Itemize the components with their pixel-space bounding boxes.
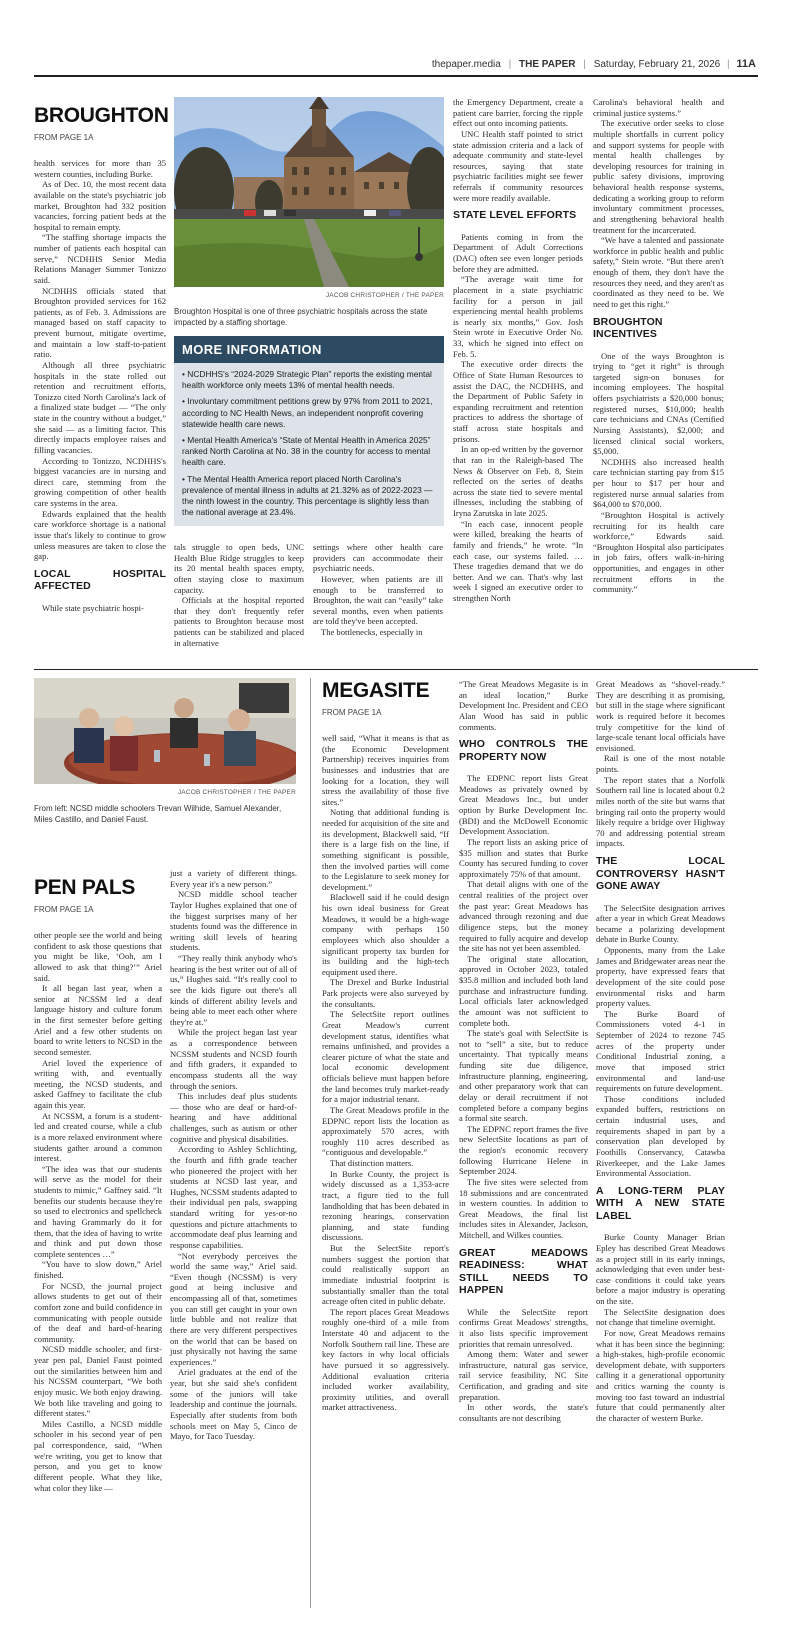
broughton-photo-credit: JACOB CHRISTOPHER / THE PAPER <box>325 292 444 299</box>
paragraph: While the SelectSite report confirms Great Meadows' strengths, it also lists specific improvement priorities that remain unresolved. <box>459 1306 588 1349</box>
paragraph: In other words, the state's consultants are not describing <box>459 1402 588 1423</box>
paragraph: The SelectSite designation arrives after a year in which Great Meadows became a polarizing development debate in Burke County. <box>596 902 725 945</box>
paragraph: The Great Meadows profile in the EDPNC report lists the location as approximately 570 acres, with roughly 110 acres described as “contiguous and developable.” <box>322 1104 449 1158</box>
paragraph: tals struggle to open beds, UNC Health Blue Ridge struggles to keep its 20 mental health spaces empty, often staying close to maximum capacity. <box>174 542 304 595</box>
info-item: • Involuntary commitment petitions grew by 97% from 2011 to 2021, according to NC Health News, an independent nonprofit covering statewide health care news. <box>182 396 436 430</box>
paragraph: “The staffing shortage impacts the number of patients each hospital can serve,” NCDHHS Senior Media Relations Manager Summer Tonizzo said. <box>34 232 166 285</box>
paragraph: Patients coming in from the Department of Adult Corrections (DAC) often see even longer periods before they are admitted. <box>453 231 583 274</box>
students-image <box>34 678 296 784</box>
paragraph: NCSD middle school teacher Taylor Hughes explained that one of the biggest surprises many of her students found was the difference in writing skill levels of hearing students. <box>170 889 297 953</box>
paragraph: Ariel loved the experience of writing with, and eventually meeting, the NCSD students, and asked Gaffney to facilitate the club again this year. <box>34 1057 162 1110</box>
megasite-column-3 <box>596 679 725 1424</box>
paragraph: the Emergency Department, create a patient care barrier, forcing the ripple effect out onto incoming patients. <box>453 97 583 129</box>
paragraph: Opponents, many from the Lake James and Bridgewater areas near the property, have expressed fears that development of the site could pose environmental risks and harm property values. <box>596 945 725 1009</box>
megasite-column-2 <box>459 679 588 1424</box>
paragraph: NCDHHS also increased health care technician starting pay from $15 per hour to $17 per hour and registered nurse annual salaries from $64,000 to $70,000. <box>593 456 724 510</box>
paper-name: THE PAPER <box>519 59 576 70</box>
more-information-list <box>174 363 444 527</box>
paragraph: settings where other health care providers can accommodate their psychiatric needs. <box>313 542 443 574</box>
paragraph: Blackwell said if he could design his own ideal business for Great Meadows, it would be a high-wage company with perhaps 150 employees which also shoulder a significant property tax burden for its building and the high-tech equipment used there. <box>322 892 449 977</box>
subhead-long-term-play: A LONG-TERM PLAY WITH A NEW STATE LABEL <box>596 1184 725 1222</box>
paragraph: The Drexel and Burke Industrial Park projects were also surveyed by the consultants. <box>322 977 449 1009</box>
paragraph: The SelectSite report outlines Great Meadow's current development status, identifies what remains unfinished, and provides a clearer picture of what the state and local economic development officials believe must happen before the land becomes truly market-ready for a major industrial tenant. <box>322 1009 449 1105</box>
paragraph: Officials at the hospital reported that they don't frequently refer patients to Broughton because most patients can be stabilized and placed in alternative <box>174 595 304 648</box>
paragraph: Burke County Manager Brian Epley has described Great Meadows as a project still in its early innings, acknowledging that even under best-case conditions it could take years before a major industry is operating on the site. <box>596 1232 725 1306</box>
pen-pals-jump-line: FROM PAGE 1A <box>34 905 94 914</box>
paragraph: The five sites were selected from 18 submissions and are concentrated in western counties. In addition to Great Meadows, the final list includes sites in Alexander, Jackson, Mitchell, and Wilkes counties. <box>459 1176 588 1240</box>
paragraph: However, when patients are ill enough to be transferred to Broughton, the wait can “easily” take several months, even when patients are told they've been accepted. <box>313 573 443 627</box>
paragraph: NCDHHS officials stated that Broughton provided services for 162 patients, as of Feb. 3. Admissions are managed based on staff capacity to prevent burnout, mitigate overtime, and maintain a low staff-to-patient ratio. <box>34 285 166 360</box>
broughton-column-3 <box>313 542 443 638</box>
paragraph: “Not everybody perceives the world the same way,” Ariel said. “Even though (NCSSM) is very good at being inclusive and encompassing all of that, sometimes you can still get caught in your own little bubble and not realize that there are very different perspectives on the world that can be based on just physically not having the same experiences.” <box>170 1250 297 1367</box>
paragraph: “We have a talented and passionate workforce in public health and public safety,” Stein wrote. “But there aren't enough of them, they don't have the resources they need, and they aren't as coordinated as they need to be. We need to get this right.” <box>593 235 724 309</box>
paragraph: “You have to slow down,” Ariel finished. <box>34 1259 162 1280</box>
broughton-column-4 <box>453 97 583 604</box>
paragraph: Great Meadows as “shovel-ready.” They are describing it as promising, but still in the stage where significant work is required before it becomes truly competitive for the kind of large-scale tenant local officials have envisioned. <box>596 679 725 753</box>
paragraph: The original state allocation, approved in October 2023, totaled $35.8 million and included both land purchase and infrastructure funding. Local officials later acknowledged the amount was not sufficient to complete both. <box>459 953 588 1028</box>
paragraph: “The average wait time for placement in a state psychiatric facility for a person in jail experiencing mental health problems is nearly six months,” Gov. Josh Stein wrote in Executive Order No. 33, which he signed into effect on Feb. 5. <box>453 274 583 359</box>
megasite-column-1 <box>322 733 449 1413</box>
subhead-readiness: GREAT MEADOWS READINESS: WHAT STILL NEEDS TO HAPPEN <box>459 1246 588 1297</box>
pen-pals-column-2 <box>170 868 297 1442</box>
pen-pals-column-1 <box>34 930 162 1493</box>
paragraph: This includes deaf plus students — those who are deaf or hard-of-hearing and have additional challenges, such as autism or other cognitive and physical disabilities. <box>170 1091 297 1144</box>
info-item: • NCDHHS's “2024-2029 Strategic Plan” reports the existing mental health workforce only meets 13% of mental health needs. <box>182 369 436 391</box>
paragraph: One of the ways Broughton is trying to “get it right” is through targeted sign-on bonuses for incoming employees. The hospital offers psychiatrists a $20,000 bonus; registered nurses, $10,000; health care technicians and CNAs (Certified Nursing Assistants), $2,000; and licensed clinical social workers, $5,000. <box>593 350 724 457</box>
column-divider <box>310 678 311 1608</box>
paragraph: The executive order seeks to close multiple shortfalls in current policy and support systems for people with mental health challenges by developing resources for training in public safety divisions, improving behavioral health response systems, dedicating a working group to reform involuntary commitment processes, and strengthening behavioral health treatment for the incarcerated. <box>593 118 724 235</box>
paragraph: Noting that additional funding is needed for acquisition of the site and its development, Blackwell said, “If there is a large fish on the line, if something significant is possible, then the involved parties will come to the Legislature to seek money for development.” <box>322 807 449 892</box>
more-information-title: MORE INFORMATION <box>174 336 444 363</box>
paragraph: As of Dec. 10, the most recent data available on the state's psychiatric job market, Broughton had 332 position vacancies, forcing patient beds at the hospital to remain empty. <box>34 179 166 232</box>
pen-pals-photo-credit: JACOB CHRISTOPHER / THE PAPER <box>177 789 296 796</box>
paragraph: Although all three psychiatric hospitals in the state rolled out retention and recruitment efforts, Tonizzo cited North Carolina's lack of a finalized state budget — “The only state in the country without a budget,” she said — as a limiting factor. This directly impacts employee raises and filling vacancies. <box>34 359 166 455</box>
broughton-hospital-photo <box>174 97 444 287</box>
paragraph: The EDPNC report lists Great Meadows as privately owned by Great Meadows Inc., but under option by Burke Development Inc. (BDI) and the McDowell Economic Development Association. <box>459 773 588 837</box>
issue-date: Saturday, February 21, 2026 <box>593 59 721 70</box>
paragraph: “Broughton Hospital is actively recruiting for its health care workforce,” Edwards said. “Broughton Hospital also participates in job fairs, offers walk-in-hiring opportunities, and engages in other recruitment efforts in the community.” <box>593 509 724 595</box>
paragraph: UNC Health staff pointed to strict state admission criteria and a lack of adequate community and state-level resources, saying that state psychiatric facilities might see fewer referrals if community resources were more readily available. <box>453 128 583 203</box>
paragraph: Rail is one of the most notable points. <box>596 753 725 774</box>
paragraph: other people see the world and being confident to ask those questions that you might be like, ‘Ooh, am I allowed to ask that thing?’” Ariel said. <box>34 930 162 983</box>
pen-pals-headline: PEN PALS <box>34 876 136 899</box>
page-number: 11A <box>736 58 756 70</box>
paragraph: The Burke Board of Commissioners voted 4-1 in September of 2024 to rezone 745 acres of the property under Conditional Industrial zoning, a move that imposed strict environmental and land-use requirements on future development. <box>596 1008 725 1094</box>
paragraph: The executive order directs the Office of State Human Resources to assist the DAC, the NCDHHS, and the Department of Public Safety in expanding recruitment and retention practices to address the shortage of staff across state hospitals and prisons. <box>453 359 583 444</box>
paragraph: While state psychiatric hospi- <box>42 602 144 613</box>
broughton-headline: BROUGHTON <box>34 104 169 127</box>
paragraph: In Burke County, the project is widely discussed as a 1,353-acre tract, a figure tied to the full landholding that has been debated in rezoning hearings, conservation planning, and state funding discussions. <box>322 1168 449 1243</box>
megasite-jump-line: FROM PAGE 1A <box>322 708 382 717</box>
subhead-who-controls: WHO CONTROLS THE PROPERTY NOW <box>459 738 588 763</box>
paragraph: While the project began last year as a correspondence between NCSSM students and NCSD fourth and fifth graders, it expanded to encompass students all the way through the seniors. <box>170 1027 297 1091</box>
paragraph: For NCSD, the journal project allows students to get out of their comfort zone and build confidence in communicating with people outside of the deaf and hard-of-hearing community. <box>34 1280 162 1344</box>
paragraph: Among them: Water and sewer infrastructure, natural gas service, rail service feasibility, NC Site Certification, and grading and site preparation. <box>459 1349 588 1402</box>
paragraph: “They really think anybody who's hearing is the best writer out of all of us,” Hughes said. “It's really cool to see the kids figure out there's all kinds of different ability levels and being able to meet each other where they're at.” <box>170 953 297 1027</box>
pen-pals-photo <box>34 678 296 784</box>
paragraph: The EDPNC report frames the five new SelectSite locations as part of the region's economic recovery following Hurricane Helene in September 2024. <box>459 1123 588 1177</box>
paragraph: The state's goal with SelectSite is not to “sell” a site, but to reduce uncertainty. That typically means funding site due diligence, infrastructure planning, engineering, and other preparatory work that can delay or derail recruitment if not completed before a company begins a formal site search. <box>459 1028 588 1124</box>
paragraph: NCSD middle schooler, and first-year pen pal, Daniel Faust pointed out the similarities between him and his NCSSM counterpart, “We both enjoy music. We both enjoy drawing. We both like traveling and going to different states.” <box>34 1344 162 1419</box>
paragraph: According to Tonizzo, NCDHHS's biggest vacancies are in nursing and direct care, stemming from the growing competition of other health care systems in the area. <box>34 455 166 508</box>
subhead-local-controversy: THE LOCAL CONTROVERSY HASN'T GONE AWAY <box>596 855 725 892</box>
header-rule <box>34 75 758 77</box>
paragraph: The SelectSite designation does not change that timeline overnight. <box>596 1306 725 1328</box>
paragraph: It all began last year, when a senior at NCSSM led a deaf language history and culture forum in the first semester before getting Ariel and a few other students on board to write letters to NCSD in the second semester. <box>34 983 162 1057</box>
broughton-column-1 <box>34 158 166 613</box>
site-url[interactable]: thepaper.media <box>431 59 501 70</box>
paragraph: Miles Castillo, a NCSD middle schooler in his second year of pen pal correspondence, said, “When we're writing, you get to know that person, and you get to know different people. What they like, what color they like — <box>34 1418 162 1493</box>
info-item: • Mental Health America's “State of Mental Health in America 2025” ranked North Carolina at No. 38 in the country for access to mental health care. <box>182 435 436 469</box>
page-header: thepaper.media | THE PAPER | Saturday, February 21, 2026 | 11A <box>431 58 756 70</box>
paragraph: In an op-ed written by the governor that ran in the Raleigh-based The News & Observer on Feb. 8, Stein reflected on the series of deaths across the state tied to severe mental illnesses, including the stabbing of Iryna Zarutska in late 2025. <box>453 444 583 518</box>
paragraph: “The idea was that our students will serve as the model for their students to mimic,” Gaffney said. “It benefits our students because they're so used to electronics and spellcheck and having Grammarly do it for them, that the idea of having to write and think and put down those complete sentences …” <box>34 1163 162 1259</box>
paragraph: The report lists an asking price of $35 million and states that Burke County has secured funding to cover approximately 75% of that amount. <box>459 836 588 879</box>
paragraph: Those conditions included expanded buffers, restrictions on certain industrial uses, and requirements shaped in part by a conservation plan developed by Foothills Conservancy, Catawba Riverkeeper, and the Lake James Environmental Association. <box>596 1093 725 1179</box>
paragraph: According to Ashley Schlichting, the fourth and fifth grade teacher who pioneered the project with her students at NCSD last year, and Hughes, NCSSM students adapted to their individual pen pals, swapping standard writing for yes-or-no questions and picture attachments to accommodate deaf plus learning and response capabilities. <box>170 1144 298 1250</box>
paragraph: “In each case, innocent people were killed, breaking the hearts of family and friends,” he wrote. “In each case, our systems failed. … These tragedies demand that we do better. And we can. That's why last week I signed an executive order to strengthen North <box>453 518 583 603</box>
broughton-jump-line: FROM PAGE 1A <box>34 133 94 142</box>
broughton-photo-caption: Broughton Hospital is one of three psychiatric hospitals across the state impacted by a staffing shortage. <box>174 307 428 327</box>
paragraph: But the SelectSite report's numbers suggest the portion that could realistically support an immediate industrial footprint is substantially smaller than the total acreage often cited in public debate. <box>322 1243 449 1307</box>
paragraph: That detail aligns with one of the central realities of the project over the past year: Great Meadows has advanced through rezoning and due diligence steps, but the money required to fully acquire and develop the site has not yet been assembled. <box>459 879 588 954</box>
paragraph: For now, Great Meadows remains what it has been since the beginning: a high-stakes, high-profile economic development debate, with supporters calling it a generational opportunity and critics warning the county is moving too fast toward an industrial future that could permanently alter the character of western Burke. <box>596 1327 725 1423</box>
paragraph: Carolina's behavioral health and criminal justice systems.” <box>593 97 724 118</box>
subhead-local-hospital: LOCAL HOSPITAL AFFECTED <box>34 567 166 593</box>
paragraph: “The Great Meadows Megasite is in an ideal location,” Burke Development Inc. President and CEO Alan Wood has said in public comments. <box>459 679 588 732</box>
section-divider <box>34 669 758 670</box>
paragraph: well said, “What it means is that as (the Economic Development Partnership) receives inquiries from businesses and industries that are looking for a location, they will stress the availability of those five sites.” <box>322 733 449 807</box>
paragraph: The report places Great Meadows roughly one-third of a mile from Interstate 40 and adjacent to the Norfolk Southern rail line. These are key factors in why local officials have pursued it so aggressively. Additional evaluation criteria included worker availability, proximity utilities, and overall market attractiveness. <box>322 1306 449 1413</box>
paragraph: Ariel graduates at the end of the year, but she said she's confident some of the juniors will take leadership and continue the journals. Especially after students from both schools meet on May 5, Cinco de Mayo, for Taco Tuesday. <box>170 1367 297 1442</box>
subhead-broughton-incentives: BROUGHTON INCENTIVES <box>593 315 663 340</box>
megasite-headline: MEGASITE <box>322 679 430 702</box>
paragraph: At NCSSM, a forum is a student-led and created course, while a club is a more relaxed environment where students gather around a common interest. <box>34 1110 162 1164</box>
paragraph: just a variety of different things. Every year it's a new person.” <box>170 868 297 889</box>
broughton-column-2 <box>174 542 304 648</box>
paragraph: Edwards explained that the health care workforce shortage is a national issue that's likely to continue to grow unless measures are taken to close the gap. <box>34 508 166 562</box>
paragraph: The bottlenecks, especially in <box>321 627 423 637</box>
paragraph: The report states that a Norfolk Southern rail line is located about 0.2 miles north of the site but warns that bringing rail onto the property would likely require a bridge over Highway 70 and addressing potential stream impacts. <box>596 774 725 849</box>
info-item: • The Mental Health America report placed North Carolina's prevalence of mental illness in adults at 21.32% as of 2022-2023 — the ninth lowest in the country. This percentage is slightly less than the national average at 23.4%. <box>182 474 436 519</box>
subhead-state-level: STATE LEVEL EFFORTS <box>453 209 577 222</box>
paragraph: That distinction matters. <box>330 1158 414 1168</box>
hospital-image <box>174 97 444 287</box>
paragraph: health services for more than 35 western counties, including Burke. <box>34 158 166 179</box>
pen-pals-photo-caption: From left: NCSD middle schoolers Trevan Wilhide, Samuel Alexander, Miles Castillo, and Daniel Faust. <box>34 804 282 824</box>
more-information-box <box>174 336 444 526</box>
broughton-column-5 <box>593 97 724 595</box>
